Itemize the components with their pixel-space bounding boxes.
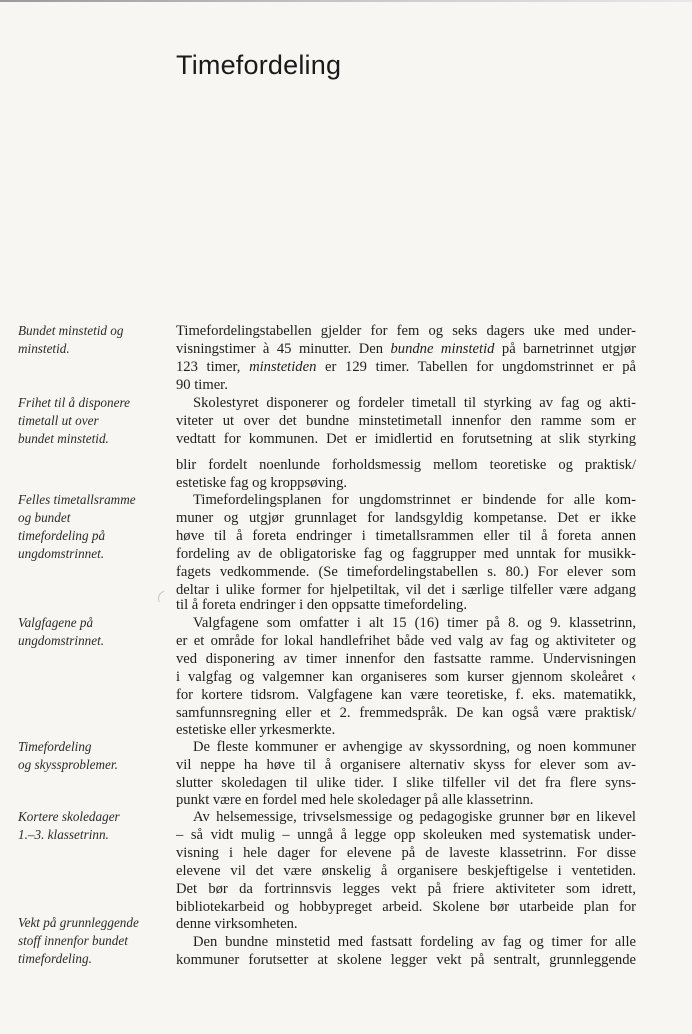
margin-note-line: timefordeling. — [18, 951, 92, 966]
body-line: fordeling av de obligatoriske fag og faggrupper med unntak for musikk- — [176, 546, 636, 562]
body-line: 90 timer. — [176, 377, 228, 393]
margin-note-valgfagene — [18, 614, 168, 650]
body-line: deltar i ulike former for hjelpetiltak, vil det i særlige tilfeller være adgang — [176, 582, 636, 598]
body-line: kommuner forutsetter at skolene legger vekt på sentralt, grunnleggende — [176, 952, 636, 968]
body-line: Skolestyret disponerer og fordeler timetall til styrking av fag og akti- — [193, 395, 636, 411]
body-line: vedtatt for kommunen. Det er imidlertid en forutsetning at slik styrking — [176, 431, 636, 447]
margin-note-bundet-minstetid — [18, 322, 168, 358]
page-title: Timefordeling — [176, 50, 342, 80]
margin-note-line: Kortere skoledager — [18, 809, 120, 824]
body-line: i valgfag og valgemner kan organiseres som kurser gjennom skoleåret ‹ — [176, 669, 636, 685]
body-line: vil neppe ha høve til å organisere alternativ skyss for elever som av- — [176, 757, 636, 773]
margin-note-line: minstetid. — [18, 341, 70, 356]
margin-note-line: og skyssproblemer. — [18, 757, 118, 772]
margin-note-vekt-grunnleggende — [18, 914, 168, 968]
margin-note-skyss — [18, 738, 168, 774]
margin-note-kortere-skoledager — [18, 808, 168, 844]
body-line: punkt være en fordel med hele skoledager på alle klassetrinn. — [176, 792, 534, 808]
margin-note-line: og bundet — [18, 510, 71, 525]
margin-note-line: ungdomstrinnet. — [18, 546, 105, 561]
body-line: høve til å foreta endringer i timetallsrammen eller til å foreta annen — [176, 528, 636, 544]
margin-note-line: 1.–3. klassetrinn. — [18, 827, 109, 842]
margin-note-line: Vekt på grunnleggende — [18, 915, 139, 930]
body-line: estetiske eller yrkesmerkte. — [176, 722, 336, 738]
margin-note-line: Valgfagene på — [18, 615, 94, 630]
body-line: Av helsemessige, trivselsmessige og pedagogiske grunner bør en likevel — [193, 809, 636, 825]
margin-note-line: Bundet minstetid og — [18, 323, 124, 338]
body-line: 123 timer, minstetiden er 129 timer. Tabellen for ungdomstrinnet er på — [176, 359, 636, 375]
body-line: Timefordelingsplanen for ungdomstrinnet er bindende for alle kom- — [193, 492, 636, 508]
body-line: elevene vil det være ønskelig å organisere beskjeftigelse i ventetiden. — [176, 863, 636, 879]
body-line: til å foreta endringer i den oppsatte timefordeling. — [176, 597, 467, 613]
body-line: estetiske fag og kroppsøving. — [176, 475, 348, 491]
body-line: visning i hele dager for elevene på de laveste klassetrinn. For disse — [176, 845, 636, 861]
body-line: blir fordelt noenlunde forholdsmessig mellom teoretiske og praktisk/ — [176, 457, 636, 473]
body-line: Timefordelingstabellen gjelder for fem og seks dagers uke med under- — [176, 323, 636, 339]
margin-note-line: Felles timetallsramme — [18, 492, 136, 507]
body-line: for kortere tidsrom. Valgfagene kan være teoretiske, f. eks. matematikk, — [176, 687, 636, 703]
body-line: Valgfagene som omfatter i alt 15 (16) timer på 8. og 9. klassetrinn, — [193, 615, 636, 631]
body-line: muner og utgjør grunnlaget for landsgyldig kompetanse. Det er ikke — [176, 510, 636, 526]
body-line: slutter skoledagen til ulike tider. I slike tilfeller vil det fra flere syns- — [176, 775, 636, 791]
body-line: denne virksomheten. — [176, 916, 298, 932]
margin-note-line: Timefordeling — [18, 739, 92, 754]
body-line: De fleste kommuner er avhengige av skyssordning, og noen kommuner — [193, 739, 636, 755]
margin-note-line: timetall ut over — [18, 413, 99, 428]
margin-note-line: timefordeling på — [18, 528, 106, 543]
margin-note-frihet — [18, 394, 168, 448]
body-line: viteter ut over det bundne minstetimetall innenfor den ramme som er — [176, 413, 636, 429]
scan-mark — [156, 591, 168, 603]
body-line: er et område for lokal handlefrihet både ved valg av fag og aktiviteter og — [176, 633, 636, 649]
margin-note-line: stoff innenfor bundet — [18, 933, 128, 948]
body-line: Det bør da fortrinnsvis legges vekt på friere aktiviteter som idrett, — [176, 881, 636, 897]
margin-note-line: ungdomstrinnet. — [18, 633, 105, 648]
margin-note-felles-timetallsramme — [18, 491, 168, 563]
body-line: – så vidt mulig – unngå å legge opp skoleuken med systematisk under- — [176, 827, 636, 843]
margin-note-line: Frihet til å disponere — [18, 395, 130, 410]
body-line: bibliotekarbeid og hobbypreget arbeid. Skolene bør utarbeide plan for — [176, 899, 636, 915]
margin-note-line: bundet minstetid. — [18, 431, 109, 446]
body-line: fagets vedkommende. (Se timefordelingstabellen s. 80.) For elever som — [176, 564, 636, 580]
body-line: ved disponering av timer innenfor den fastsatte ramme. Undervisningen — [176, 651, 636, 667]
page-top-rule — [0, 0, 692, 2]
body-line: Den bundne minstetid med fastsatt fordeling av fag og timer for alle — [193, 934, 636, 950]
body-line: visningstimer à 45 minutter. Den bundne minstetid på barnetrinnet utgjør — [176, 341, 636, 357]
body-line: samfunnsregning eller et 2. fremmedspråk. De kan også være praktisk/ — [176, 705, 636, 721]
